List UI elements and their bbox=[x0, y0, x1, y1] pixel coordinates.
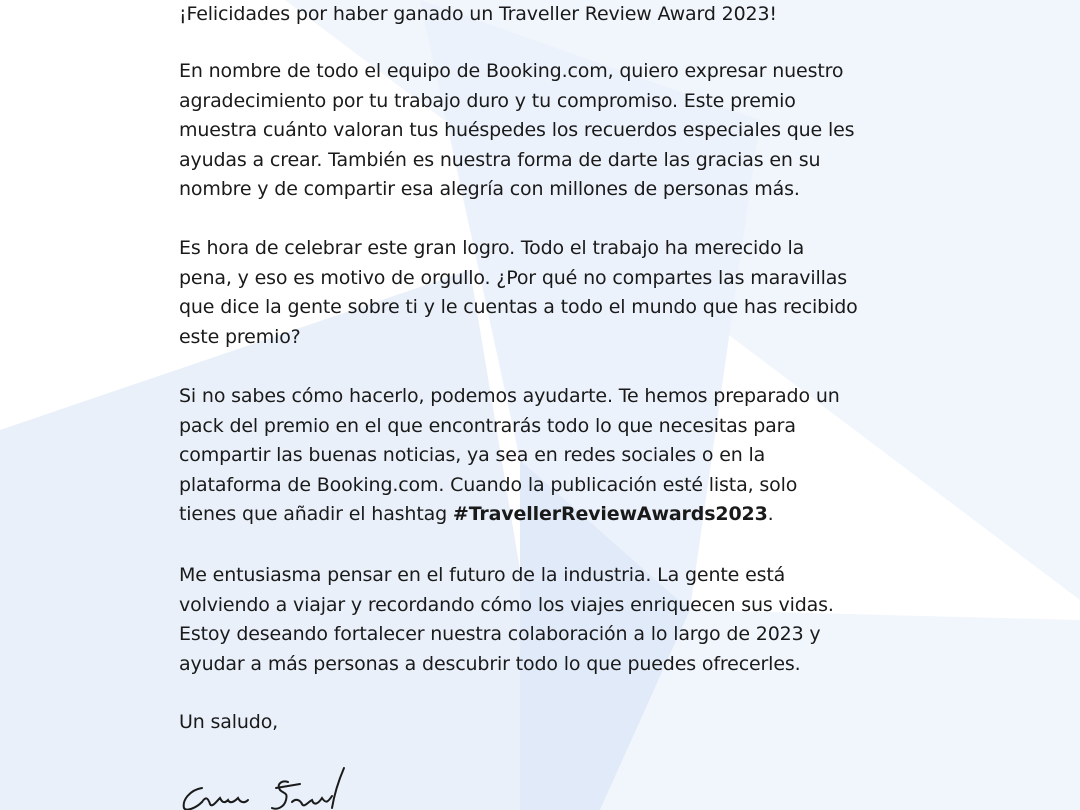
letter-paragraph-4: Me entusiasma pensar en el futuro de la industria. La gente está volviendo a viajar y recordando cómo los viajes enriquecen sus vidas. Estoy deseando fortalecer nuestra colaboración a lo largo de 2023 y ayudar a más personas a descubrir todo lo que puedes ofrecerles. bbox=[179, 564, 834, 675]
letter-closing: Un saludo, bbox=[179, 711, 279, 733]
paragraph-3-end: . bbox=[767, 503, 774, 526]
letter-greeting: ¡Felicidades por haber ganado un Traveller Review Award 2023! bbox=[179, 3, 777, 25]
paragraph-3-text: Si no sabes cómo hacerlo, podemos ayudarte. Te hemos preparado un pack del premio en el que encontrarás todo lo que necesitas para compartir las buenas noticias, ya sea en redes sociales o en la plataforma de Booking.com. Cuando la publicación esté lista, solo tienes que añadir el hashtag bbox=[179, 385, 840, 526]
letter-paragraph-3 bbox=[179, 382, 899, 530]
award-hashtag: #TravellerReviewAwards2023 bbox=[452, 503, 768, 526]
letter-paragraph-1: En nombre de todo el equipo de Booking.com, quiero expresar nuestro agradecimiento por tu trabajo duro y tu compromiso. Este premio muestra cuánto valoran tus huéspedes los recuerdos especiales que les ayudas a crear. También es nuestra forma de darte las gracias en su nombre y de compartir esa alegría con millones de personas más. bbox=[179, 60, 855, 201]
handwritten-signature bbox=[176, 762, 376, 810]
letter-paragraph-2: Es hora de celebrar este gran logro. Todo el trabajo ha merecido la pena, y eso es motivo de orgullo. ¿Por qué no compartes las maravillas que dice la gente sobre ti y le cuentas a todo el mundo que has recibido este premio? bbox=[179, 237, 858, 348]
